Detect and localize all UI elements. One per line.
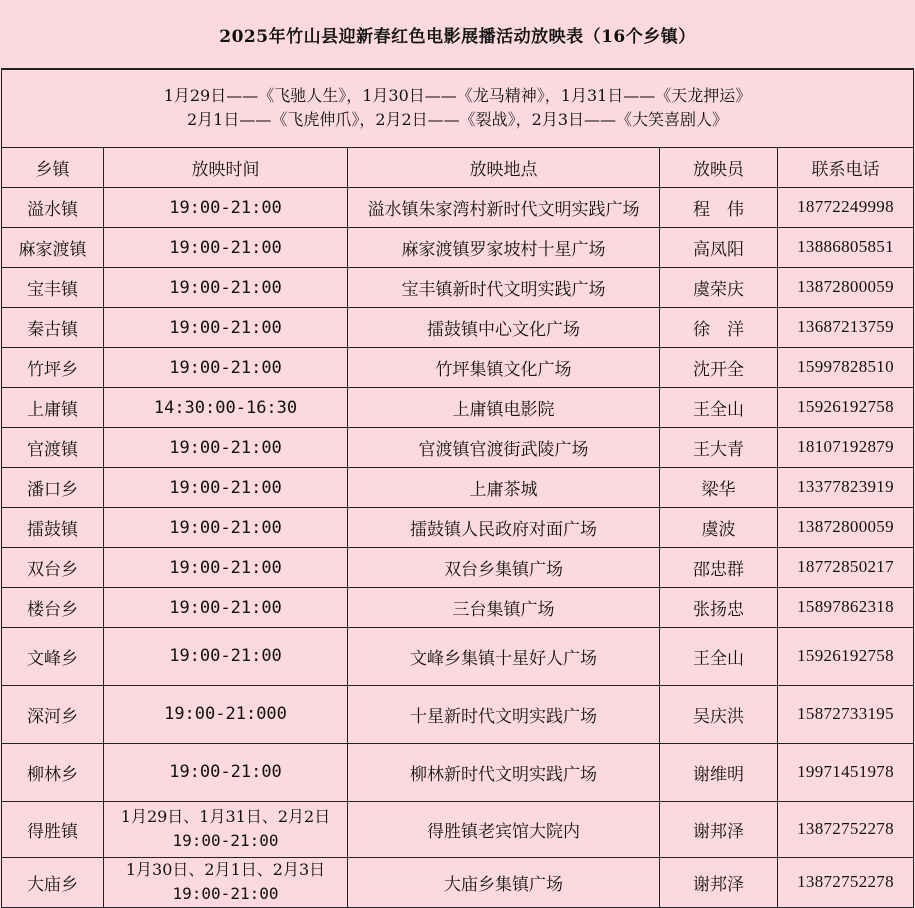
- cell-phone: 18772249998: [778, 187, 914, 227]
- cell-time: 19:00-21:00: [104, 187, 348, 227]
- cell-phone: 18107192879: [778, 427, 914, 467]
- header-time: 放映时间: [104, 147, 348, 187]
- cell-location: 文峰乡集镇十星好人广场: [348, 627, 660, 685]
- film-line-1: 1月29日——《飞驰人生》，1月30日——《龙马精神》，1月31日——《天龙押运》: [163, 86, 752, 106]
- cell-phone: 13377823919: [778, 467, 914, 507]
- cell-town: 柳林乡: [2, 743, 104, 801]
- table-row: [2, 467, 914, 507]
- cell-projectionist: 王全山: [660, 627, 778, 685]
- cell-location: 上庸镇电影院: [348, 387, 660, 427]
- header-projectionist: 放映员: [660, 147, 778, 187]
- cell-phone: 15926192758: [778, 387, 914, 427]
- cell-projectionist: 张扬忠: [660, 587, 778, 627]
- cell-time-hours: 19:00-21:00: [172, 884, 279, 903]
- cell-town: 秦古镇: [2, 307, 104, 347]
- cell-phone: 15926192758: [778, 627, 914, 685]
- cell-location: 官渡镇官渡街武陵广场: [348, 427, 660, 467]
- film-schedule: [2, 69, 914, 147]
- cell-time: [104, 857, 348, 907]
- cell-location: 大庙乡集镇广场: [348, 857, 660, 907]
- cell-time: 19:00-21:00: [104, 467, 348, 507]
- cell-projectionist: 邵忠群: [660, 547, 778, 587]
- cell-phone: 15897862318: [778, 587, 914, 627]
- cell-location: 擂鼓镇人民政府对面广场: [348, 507, 660, 547]
- cell-town: 上庸镇: [2, 387, 104, 427]
- cell-phone: 18772850217: [778, 547, 914, 587]
- cell-location: 双台乡集镇广场: [348, 547, 660, 587]
- cell-location: 溢水镇朱家湾村新时代文明实践广场: [348, 187, 660, 227]
- cell-town: 得胜镇: [2, 801, 104, 857]
- table-row: [2, 547, 914, 587]
- cell-time: 19:00-21:00: [104, 587, 348, 627]
- cell-time: 19:00-21:00: [104, 743, 348, 801]
- header-phone: 联系电话: [778, 147, 914, 187]
- cell-location: 麻家渡镇罗家坡村十星广场: [348, 227, 660, 267]
- cell-projectionist: 谢维明: [660, 743, 778, 801]
- table-row: [2, 627, 914, 685]
- cell-time: [104, 801, 348, 857]
- table-row: [2, 267, 914, 307]
- table-row: [2, 187, 914, 227]
- cell-location: 得胜镇老宾馆大院内: [348, 801, 660, 857]
- cell-projectionist: 吴庆洪: [660, 685, 778, 743]
- cell-projectionist: 谢邦泽: [660, 801, 778, 857]
- cell-phone: 13872752278: [778, 857, 914, 907]
- cell-location: 十星新时代文明实践广场: [348, 685, 660, 743]
- cell-phone: 13872752278: [778, 801, 914, 857]
- table-row: [2, 685, 914, 743]
- cell-projectionist: 王大青: [660, 427, 778, 467]
- cell-time: 19:00-21:00: [104, 627, 348, 685]
- cell-time: 19:00-21:00: [104, 547, 348, 587]
- cell-location: 宝丰镇新时代文明实践广场: [348, 267, 660, 307]
- table-row: [2, 587, 914, 627]
- cell-town: 擂鼓镇: [2, 507, 104, 547]
- cell-phone: 15997828510: [778, 347, 914, 387]
- table-row: [2, 227, 914, 267]
- cell-town: 双台乡: [2, 547, 104, 587]
- cell-time: 19:00-21:000: [104, 685, 348, 743]
- cell-town: 官渡镇: [2, 427, 104, 467]
- cell-town: 文峰乡: [2, 627, 104, 685]
- header-location: 放映地点: [348, 147, 660, 187]
- cell-time: 19:00-21:00: [104, 427, 348, 467]
- cell-town: 潘口乡: [2, 467, 104, 507]
- cell-projectionist: 高凤阳: [660, 227, 778, 267]
- cell-town: 楼台乡: [2, 587, 104, 627]
- table-row: [2, 743, 914, 801]
- cell-town: 麻家渡镇: [2, 227, 104, 267]
- title-row: [2, 0, 914, 69]
- cell-time-hours: 19:00-21:00: [172, 831, 279, 850]
- table-row: [2, 857, 914, 907]
- cell-phone: 15872733195: [778, 685, 914, 743]
- cell-town: 竹坪乡: [2, 347, 104, 387]
- cell-phone: 13886805851: [778, 227, 914, 267]
- table-row: [2, 427, 914, 467]
- cell-phone: 13872800059: [778, 267, 914, 307]
- table-row: [2, 347, 914, 387]
- cell-town: 深河乡: [2, 685, 104, 743]
- cell-projectionist: 梁华: [660, 467, 778, 507]
- cell-location: 上庸茶城: [348, 467, 660, 507]
- table-row: [2, 307, 914, 347]
- cell-projectionist: 徐 洋: [660, 307, 778, 347]
- cell-town: 大庙乡: [2, 857, 104, 907]
- cell-town: 溢水镇: [2, 187, 104, 227]
- films-row: [2, 69, 914, 147]
- cell-projectionist: 沈开全: [660, 347, 778, 387]
- cell-time: 19:00-21:00: [104, 347, 348, 387]
- cell-location: 擂鼓镇中心文化广场: [348, 307, 660, 347]
- cell-projectionist: 程 伟: [660, 187, 778, 227]
- cell-location: 竹坪集镇文化广场: [348, 347, 660, 387]
- table-row: [2, 801, 914, 857]
- table-row: [2, 387, 914, 427]
- cell-phone: 13687213759: [778, 307, 914, 347]
- header-town: 乡镇: [2, 147, 104, 187]
- cell-time: 19:00-21:00: [104, 307, 348, 347]
- page-title: 2025年竹山县迎新春红色电影展播活动放映表（16个乡镇）: [2, 0, 914, 69]
- cell-location: 柳林新时代文明实践广场: [348, 743, 660, 801]
- cell-phone: 13872800059: [778, 507, 914, 547]
- film-line-2: 2月1日——《飞虎伸爪》，2月2日——《裂战》，2月3日——《大笑喜剧人》: [186, 110, 729, 130]
- cell-time: 14:30:00-16:30: [104, 387, 348, 427]
- cell-projectionist: 虞波: [660, 507, 778, 547]
- cell-time: 19:00-21:00: [104, 227, 348, 267]
- cell-location: 三台集镇广场: [348, 587, 660, 627]
- table-row: [2, 507, 914, 547]
- schedule-table: [1, 0, 914, 908]
- cell-projectionist: 谢邦泽: [660, 857, 778, 907]
- cell-time: 19:00-21:00: [104, 507, 348, 547]
- cell-time-dates: 1月29日、1月31日、2月2日: [120, 807, 331, 826]
- cell-town: 宝丰镇: [2, 267, 104, 307]
- header-row: [2, 147, 914, 187]
- cell-time: 19:00-21:00: [104, 267, 348, 307]
- cell-projectionist: 王全山: [660, 387, 778, 427]
- cell-phone: 19971451978: [778, 743, 914, 801]
- cell-projectionist: 虞荣庆: [660, 267, 778, 307]
- cell-time-dates: 1月30日、2月1日、2月3日: [125, 860, 326, 879]
